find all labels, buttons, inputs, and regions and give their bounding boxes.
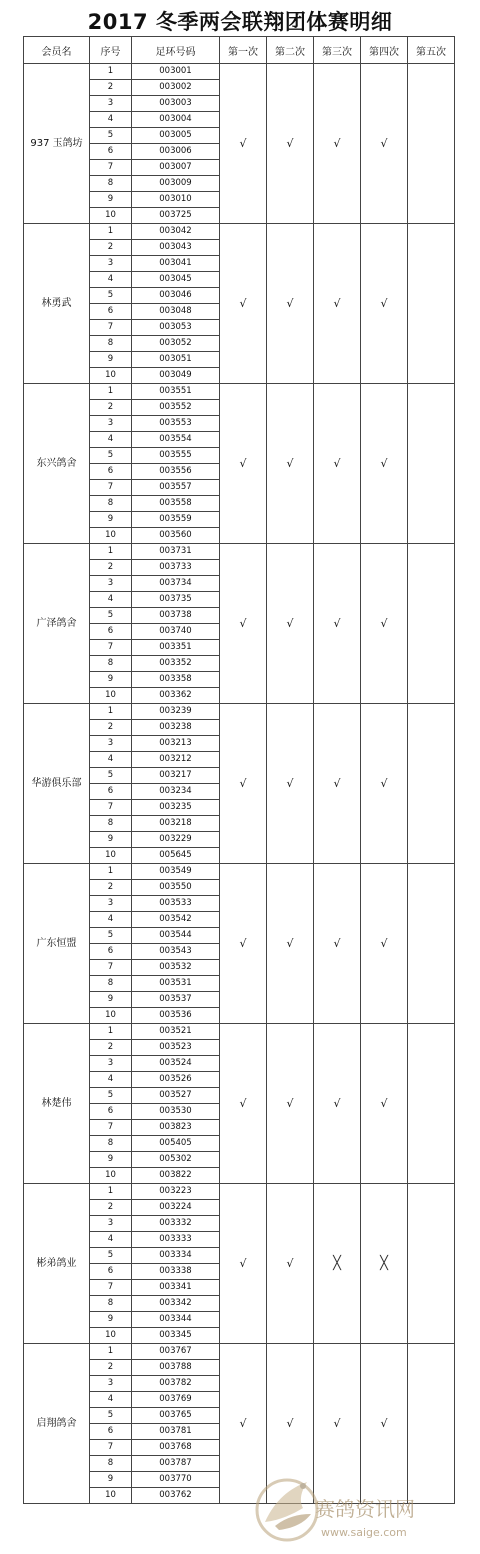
header-member: 会员名 — [24, 37, 90, 64]
ring-number: 003046 — [132, 288, 220, 304]
round-4-result: √ — [361, 864, 408, 1024]
ring-number: 003725 — [132, 208, 220, 224]
round-3-result: √ — [314, 704, 361, 864]
round-2-result: √ — [267, 1024, 314, 1184]
row-index: 1 — [90, 1344, 132, 1360]
row-index: 8 — [90, 1296, 132, 1312]
row-index: 9 — [90, 672, 132, 688]
round-2-result: √ — [267, 384, 314, 544]
round-5-result — [408, 64, 455, 224]
ring-number: 003769 — [132, 1392, 220, 1408]
round-4-result: √ — [361, 224, 408, 384]
ring-number: 003002 — [132, 80, 220, 96]
row-index: 4 — [90, 1072, 132, 1088]
row-index: 2 — [90, 1040, 132, 1056]
ring-number: 003229 — [132, 832, 220, 848]
round-4-result: √ — [361, 704, 408, 864]
row-index: 8 — [90, 336, 132, 352]
ring-number: 003006 — [132, 144, 220, 160]
ring-number: 003052 — [132, 336, 220, 352]
row-index: 1 — [90, 864, 132, 880]
row-index: 1 — [90, 1184, 132, 1200]
round-2-result: √ — [267, 544, 314, 704]
ring-number: 003527 — [132, 1088, 220, 1104]
row-index: 3 — [90, 736, 132, 752]
round-2-result: √ — [267, 1344, 314, 1504]
round-1-result: √ — [220, 1344, 267, 1504]
ring-number: 003045 — [132, 272, 220, 288]
member-name: 彬弟鸽业 — [24, 1184, 90, 1344]
round-3-result: √ — [314, 64, 361, 224]
ring-number: 003342 — [132, 1296, 220, 1312]
header-row — [24, 37, 455, 64]
row-index: 7 — [90, 160, 132, 176]
ring-number: 003733 — [132, 560, 220, 576]
ring-number: 003043 — [132, 240, 220, 256]
ring-number: 003768 — [132, 1440, 220, 1456]
row-index: 10 — [90, 848, 132, 864]
round-5-result — [408, 384, 455, 544]
ring-number: 003543 — [132, 944, 220, 960]
ring-number: 003224 — [132, 1200, 220, 1216]
row-index: 5 — [90, 1248, 132, 1264]
ring-number: 003003 — [132, 96, 220, 112]
svg-text:赛鸽资讯网: 赛鸽资讯网 — [315, 1497, 415, 1521]
row-index: 8 — [90, 176, 132, 192]
ring-number: 003234 — [132, 784, 220, 800]
ring-number: 003041 — [132, 256, 220, 272]
ring-number: 003524 — [132, 1056, 220, 1072]
row-index: 10 — [90, 1008, 132, 1024]
round-2-result: √ — [267, 224, 314, 384]
ring-number: 003731 — [132, 544, 220, 560]
round-2-result: √ — [267, 864, 314, 1024]
results-table — [23, 36, 455, 1504]
row-index: 4 — [90, 112, 132, 128]
row-index: 6 — [90, 464, 132, 480]
member-name: 华游俱乐部 — [24, 704, 90, 864]
ring-number: 003549 — [132, 864, 220, 880]
page-title: 2017 冬季两会联翔团体赛明细 — [87, 10, 393, 34]
row-index: 1 — [90, 704, 132, 720]
ring-number: 003740 — [132, 624, 220, 640]
header-round-1: 第一次 — [220, 37, 267, 64]
ring-number: 003523 — [132, 1040, 220, 1056]
row-index: 6 — [90, 944, 132, 960]
row-index: 8 — [90, 656, 132, 672]
ring-number: 003544 — [132, 928, 220, 944]
row-index: 2 — [90, 560, 132, 576]
round-2-result: √ — [267, 64, 314, 224]
ring-number: 003767 — [132, 1344, 220, 1360]
ring-number: 003238 — [132, 720, 220, 736]
member-name: 东兴鸽舍 — [24, 384, 90, 544]
ring-number: 003555 — [132, 448, 220, 464]
row-index: 4 — [90, 432, 132, 448]
ring-number: 003362 — [132, 688, 220, 704]
ring-number: 003782 — [132, 1376, 220, 1392]
row-index: 3 — [90, 1376, 132, 1392]
header-ring: 足环号码 — [132, 37, 220, 64]
ring-number: 003822 — [132, 1168, 220, 1184]
row-index: 5 — [90, 608, 132, 624]
table-row — [24, 1184, 455, 1200]
ring-number: 003338 — [132, 1264, 220, 1280]
ring-number: 003537 — [132, 992, 220, 1008]
member-name: 广东恒盟 — [24, 864, 90, 1024]
row-index: 7 — [90, 1280, 132, 1296]
row-index: 5 — [90, 1408, 132, 1424]
header-round-3: 第三次 — [314, 37, 361, 64]
row-index: 1 — [90, 64, 132, 80]
ring-number: 005645 — [132, 848, 220, 864]
ring-number: 003010 — [132, 192, 220, 208]
row-index: 4 — [90, 752, 132, 768]
row-index: 6 — [90, 1104, 132, 1120]
ring-number: 003212 — [132, 752, 220, 768]
ring-number: 003556 — [132, 464, 220, 480]
ring-number: 003001 — [132, 64, 220, 80]
row-index: 3 — [90, 1216, 132, 1232]
row-index: 6 — [90, 1424, 132, 1440]
ring-number: 003550 — [132, 880, 220, 896]
round-1-result: √ — [220, 544, 267, 704]
row-index: 10 — [90, 1168, 132, 1184]
ring-number: 003218 — [132, 816, 220, 832]
row-index: 9 — [90, 1472, 132, 1488]
table-row — [24, 704, 455, 720]
table-row — [24, 544, 455, 560]
row-index: 7 — [90, 320, 132, 336]
row-index: 10 — [90, 1328, 132, 1344]
ring-number: 003051 — [132, 352, 220, 368]
row-index: 10 — [90, 688, 132, 704]
ring-number: 003005 — [132, 128, 220, 144]
ring-number: 003333 — [132, 1232, 220, 1248]
ring-number: 003521 — [132, 1024, 220, 1040]
ring-number: 003217 — [132, 768, 220, 784]
round-5-result — [408, 704, 455, 864]
row-index: 7 — [90, 1440, 132, 1456]
ring-number: 003788 — [132, 1360, 220, 1376]
round-3-result: √ — [314, 384, 361, 544]
round-1-result: √ — [220, 864, 267, 1024]
ring-number: 003334 — [132, 1248, 220, 1264]
row-index: 7 — [90, 640, 132, 656]
row-index: 1 — [90, 224, 132, 240]
round-3-result: √ — [314, 1344, 361, 1504]
round-3-result: √ — [314, 864, 361, 1024]
ring-number: 005405 — [132, 1136, 220, 1152]
saige-watermark-logo — [245, 1470, 475, 1548]
ring-number: 003533 — [132, 896, 220, 912]
round-1-result: √ — [220, 1024, 267, 1184]
round-5-result — [408, 1024, 455, 1184]
ring-number: 003735 — [132, 592, 220, 608]
row-index: 10 — [90, 368, 132, 384]
row-index: 1 — [90, 1024, 132, 1040]
row-index: 5 — [90, 128, 132, 144]
row-index: 2 — [90, 720, 132, 736]
row-index: 7 — [90, 1120, 132, 1136]
row-index: 3 — [90, 576, 132, 592]
ring-number: 003053 — [132, 320, 220, 336]
svg-text:www.saige.com: www.saige.com — [321, 1526, 407, 1539]
row-index: 2 — [90, 880, 132, 896]
row-index: 10 — [90, 208, 132, 224]
ring-number: 003553 — [132, 416, 220, 432]
table-row — [24, 64, 455, 80]
ring-number: 003352 — [132, 656, 220, 672]
table-row — [24, 1344, 455, 1360]
ring-number: 003526 — [132, 1072, 220, 1088]
round-1-result: √ — [220, 224, 267, 384]
row-index: 10 — [90, 528, 132, 544]
ring-number: 003009 — [132, 176, 220, 192]
row-index: 8 — [90, 1456, 132, 1472]
ring-number: 003551 — [132, 384, 220, 400]
row-index: 3 — [90, 896, 132, 912]
row-index: 4 — [90, 272, 132, 288]
member-name: 广泽鸽舍 — [24, 544, 90, 704]
round-3-result: √ — [314, 1024, 361, 1184]
ring-number: 003530 — [132, 1104, 220, 1120]
row-index: 7 — [90, 480, 132, 496]
row-index: 3 — [90, 1056, 132, 1072]
ring-number: 003531 — [132, 976, 220, 992]
round-3-result: ╳ — [314, 1184, 361, 1344]
ring-number: 003762 — [132, 1488, 220, 1504]
ring-number: 003007 — [132, 160, 220, 176]
round-5-result — [408, 544, 455, 704]
ring-number: 003552 — [132, 400, 220, 416]
row-index: 5 — [90, 288, 132, 304]
member-name: 启翔鸽舍 — [24, 1344, 90, 1504]
pigeon-emblem-icon — [257, 1480, 317, 1540]
round-5-result — [408, 224, 455, 384]
row-index: 1 — [90, 544, 132, 560]
row-index: 9 — [90, 832, 132, 848]
ring-number: 003738 — [132, 608, 220, 624]
ring-number: 003049 — [132, 368, 220, 384]
round-1-result: √ — [220, 64, 267, 224]
ring-number: 003344 — [132, 1312, 220, 1328]
row-index: 8 — [90, 1136, 132, 1152]
ring-number: 003536 — [132, 1008, 220, 1024]
row-index: 4 — [90, 912, 132, 928]
ring-number: 003823 — [132, 1120, 220, 1136]
round-4-result: √ — [361, 64, 408, 224]
ring-number: 003345 — [132, 1328, 220, 1344]
row-index: 3 — [90, 256, 132, 272]
round-5-result — [408, 1184, 455, 1344]
ring-number: 003560 — [132, 528, 220, 544]
round-4-result: ╳ — [361, 1184, 408, 1344]
row-index: 2 — [90, 1200, 132, 1216]
table-body — [24, 64, 455, 1504]
row-index: 4 — [90, 592, 132, 608]
round-4-result: √ — [361, 1024, 408, 1184]
row-index: 2 — [90, 80, 132, 96]
row-index: 9 — [90, 1312, 132, 1328]
row-index: 6 — [90, 1264, 132, 1280]
ring-number: 003781 — [132, 1424, 220, 1440]
header-index: 序号 — [90, 37, 132, 64]
row-index: 4 — [90, 1232, 132, 1248]
row-index: 9 — [90, 512, 132, 528]
row-index: 2 — [90, 400, 132, 416]
row-index: 6 — [90, 304, 132, 320]
row-index: 2 — [90, 1360, 132, 1376]
round-5-result — [408, 864, 455, 1024]
ring-number: 003351 — [132, 640, 220, 656]
table-row — [24, 224, 455, 240]
round-2-result: √ — [267, 704, 314, 864]
row-index: 5 — [90, 448, 132, 464]
ring-number: 003542 — [132, 912, 220, 928]
round-1-result: √ — [220, 384, 267, 544]
row-index: 8 — [90, 496, 132, 512]
round-3-result: √ — [314, 544, 361, 704]
round-4-result: √ — [361, 1344, 408, 1504]
ring-number: 003765 — [132, 1408, 220, 1424]
row-index: 5 — [90, 1088, 132, 1104]
member-name: 937 玉鸽坊 — [24, 64, 90, 224]
ring-number: 003558 — [132, 496, 220, 512]
ring-number: 003004 — [132, 112, 220, 128]
row-index: 1 — [90, 384, 132, 400]
ring-number: 003559 — [132, 512, 220, 528]
row-index: 5 — [90, 928, 132, 944]
row-index: 6 — [90, 624, 132, 640]
ring-number: 003235 — [132, 800, 220, 816]
ring-number: 003358 — [132, 672, 220, 688]
ring-number: 003341 — [132, 1280, 220, 1296]
member-name: 林楚伟 — [24, 1024, 90, 1184]
round-4-result: √ — [361, 384, 408, 544]
row-index: 9 — [90, 992, 132, 1008]
ring-number: 003554 — [132, 432, 220, 448]
table-row — [24, 864, 455, 880]
ring-number: 003734 — [132, 576, 220, 592]
table-row — [24, 1024, 455, 1040]
ring-number: 003223 — [132, 1184, 220, 1200]
row-index: 9 — [90, 192, 132, 208]
table-row — [24, 384, 455, 400]
ring-number: 003048 — [132, 304, 220, 320]
row-index: 9 — [90, 352, 132, 368]
ring-number: 003532 — [132, 960, 220, 976]
round-1-result: √ — [220, 1184, 267, 1344]
ring-number: 003557 — [132, 480, 220, 496]
ring-number: 005302 — [132, 1152, 220, 1168]
round-2-result: √ — [267, 1184, 314, 1344]
ring-number: 003770 — [132, 1472, 220, 1488]
row-index: 8 — [90, 816, 132, 832]
row-index: 4 — [90, 1392, 132, 1408]
row-index: 3 — [90, 96, 132, 112]
header-round-4: 第四次 — [361, 37, 408, 64]
row-index: 3 — [90, 416, 132, 432]
ring-number: 003239 — [132, 704, 220, 720]
ring-number: 003213 — [132, 736, 220, 752]
row-index: 2 — [90, 240, 132, 256]
row-index: 6 — [90, 784, 132, 800]
round-4-result: √ — [361, 544, 408, 704]
row-index: 7 — [90, 800, 132, 816]
row-index: 8 — [90, 976, 132, 992]
header-round-2: 第二次 — [267, 37, 314, 64]
member-name: 林勇武 — [24, 224, 90, 384]
round-3-result: √ — [314, 224, 361, 384]
row-index: 9 — [90, 1152, 132, 1168]
ring-number: 003332 — [132, 1216, 220, 1232]
ring-number: 003042 — [132, 224, 220, 240]
row-index: 6 — [90, 144, 132, 160]
header-round-5: 第五次 — [408, 37, 455, 64]
row-index: 7 — [90, 960, 132, 976]
row-index: 10 — [90, 1488, 132, 1504]
ring-number: 003787 — [132, 1456, 220, 1472]
row-index: 5 — [90, 768, 132, 784]
round-1-result: √ — [220, 704, 267, 864]
